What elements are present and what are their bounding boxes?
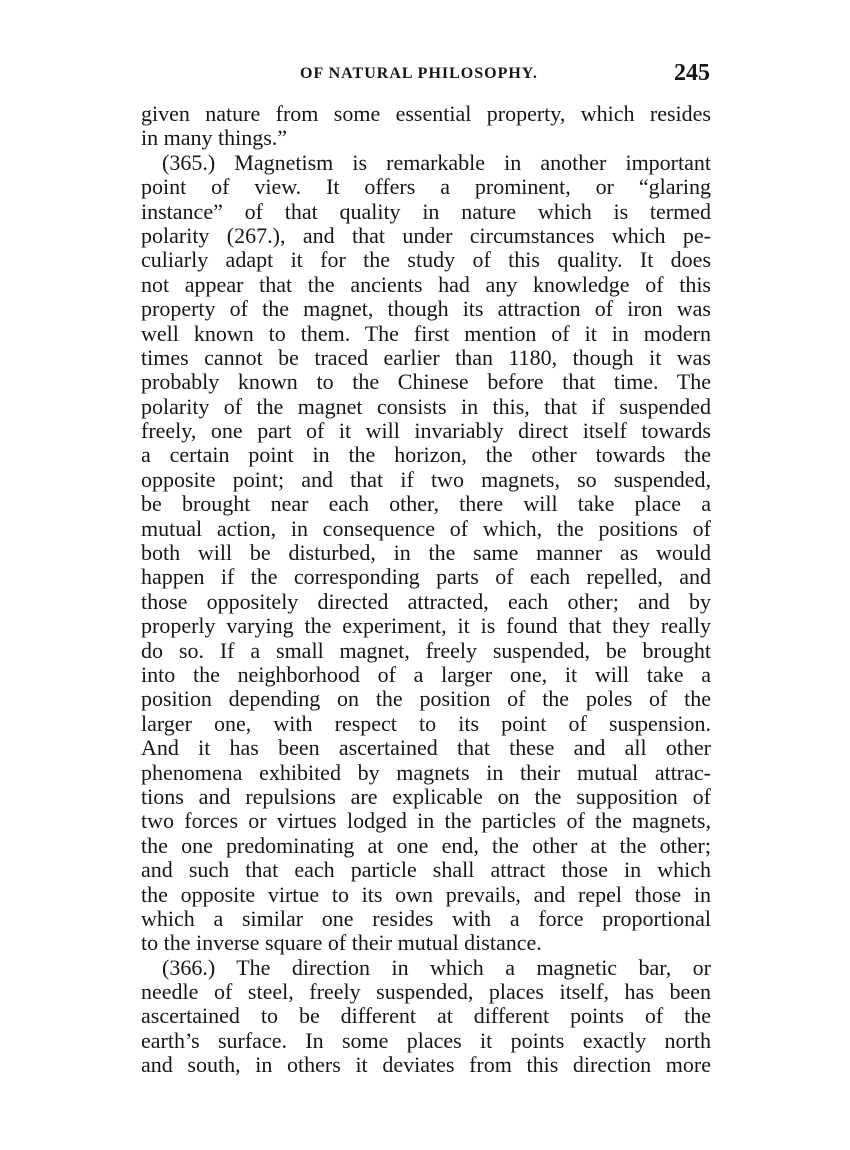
text-line: to the inverse square of their mutual distance.	[141, 931, 542, 956]
text-line: property of the magnet, though its attraction of iron was	[141, 297, 711, 322]
text-line: freely, one part of it will invariably direct itself towards	[141, 419, 711, 444]
text-line: larger one, with respect to its point of suspension.	[141, 711, 711, 736]
text-line: in many things.”	[141, 126, 288, 151]
text-line: culiarly adapt it for the study of this quality. It does	[141, 248, 711, 273]
text-line: the opposite virtue to its own prevails, and repel those in	[141, 882, 711, 907]
text-line: and south, in others it deviates from this direction more	[141, 1053, 711, 1078]
text-line: times cannot be traced earlier than 1180, though it was	[141, 345, 711, 370]
text-line: ascertained to be different at different points of the	[141, 1004, 711, 1029]
text-line: which a similar one resides with a force proportional	[141, 906, 711, 931]
text-line: earth’s surface. In some places it points exactly north	[141, 1028, 711, 1053]
text-line: position depending on the position of the poles of the	[141, 687, 711, 712]
text-line: opposite point; and that if two magnets, so suspended,	[141, 467, 711, 492]
text-line: properly varying the experiment, it is found that they really	[141, 614, 711, 639]
text-line: polarity (267.), and that under circumstances which pe-	[141, 223, 711, 248]
text-line: mutual action, in consequence of which, the positions of	[141, 516, 711, 541]
text-line: into the neighborhood of a larger one, it will take a	[141, 662, 711, 687]
text-line: be brought near each other, there will take place a	[141, 492, 711, 517]
text-line: point of view. It offers a prominent, or “glaring	[141, 175, 711, 200]
body-text	[141, 102, 711, 1078]
text-line: tions and repulsions are explicable on the supposition of	[141, 784, 711, 809]
page-number: 245	[674, 60, 710, 86]
text-line: happen if the corresponding parts of each repelled, and	[141, 565, 711, 590]
text-line: (366.) The direction in which a magnetic bar, or	[162, 955, 711, 980]
text-line: do so. If a small magnet, freely suspended, be brought	[141, 638, 711, 663]
text-line: both will be disturbed, in the same manner as would	[141, 541, 711, 566]
text-line: the one predominating at one end, the other at the other;	[141, 833, 711, 858]
text-line: instance” of that quality in nature which is termed	[141, 199, 711, 224]
text-line: those oppositely directed attracted, each other; and by	[141, 589, 711, 614]
text-line: And it has been ascertained that these and all other	[141, 736, 711, 761]
text-line: two forces or virtues lodged in the particles of the magnets,	[141, 809, 711, 834]
page-header	[140, 60, 710, 90]
text-line: probably known to the Chinese before that time. The	[141, 370, 711, 395]
text-line: given nature from some essential property, which resides	[141, 102, 711, 126]
running-head: OF NATURAL PHILOSOPHY.	[300, 65, 538, 82]
text-line: (365.) Magnetism is remarkable in another important	[162, 150, 711, 175]
text-line: phenomena exhibited by magnets in their mutual attrac-	[141, 760, 711, 785]
text-line: well known to them. The first mention of it in modern	[141, 321, 711, 346]
text-line: polarity of the magnet consists in this, that if suspended	[141, 394, 711, 419]
text-line: and such that each particle shall attract those in which	[141, 858, 711, 883]
text-line: a certain point in the horizon, the other towards the	[141, 443, 711, 468]
text-line: not appear that the ancients had any knowledge of this	[141, 272, 711, 297]
text-line: needle of steel, freely suspended, places itself, has been	[141, 980, 711, 1005]
